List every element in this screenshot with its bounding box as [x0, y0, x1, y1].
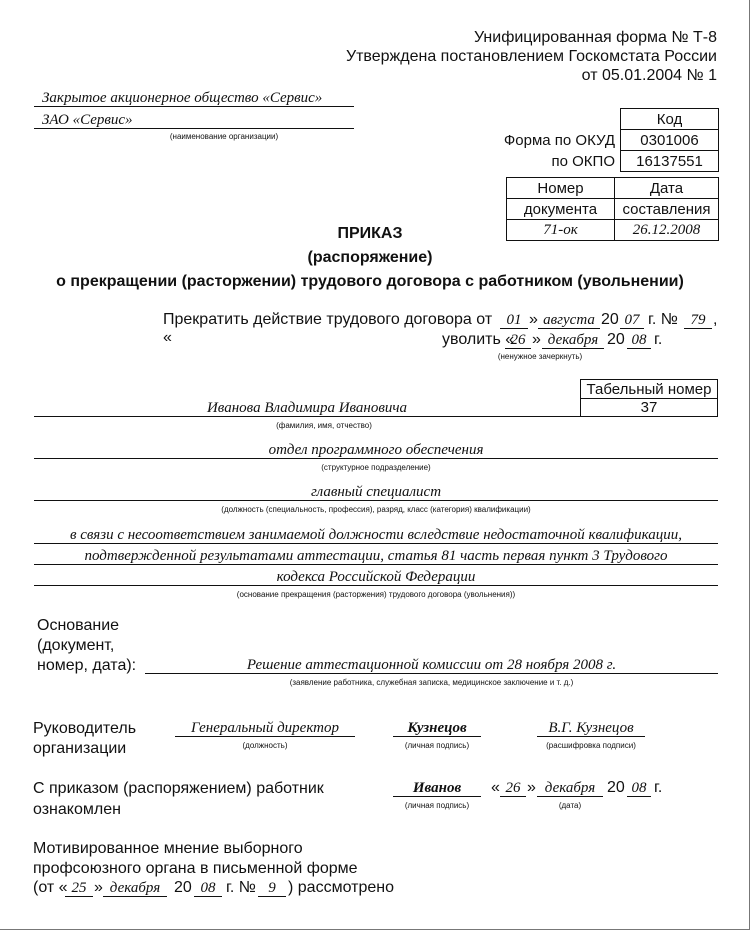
kod-header: Код — [621, 109, 719, 130]
contract-day: 01 — [500, 312, 528, 329]
reason-line-3: кодекса Российской Федерации — [34, 569, 718, 586]
reason-line-2: подтвержденной результатами аттестации, статья 81 часть первая пункт 3 Трудового — [34, 548, 718, 565]
union-suffix: ) рассмотрено — [288, 879, 394, 896]
doc-date-value: 26.12.2008 — [615, 220, 719, 241]
employee-signature: Иванов — [393, 780, 481, 797]
ack-year-g: г. — [654, 779, 663, 796]
head-label-2: организации — [33, 740, 127, 757]
strike-caption: (ненужное зачеркнуть) — [497, 352, 583, 361]
decree-line: от 05.01.2004 № 1 — [581, 67, 717, 84]
form-code-line: Унифицированная форма № Т-8 — [473, 29, 717, 46]
ack-year-prefix: 20 — [607, 779, 625, 796]
reason-line-1: в связи с несоответствием занимаемой должности вследствие недостаточной квалификации, — [34, 527, 718, 544]
order-purpose: о прекращении (расторжении) трудового договора с работником (увольнении) — [56, 273, 684, 290]
order-subtitle: (распоряжение) — [307, 249, 433, 266]
employee-name-caption: (фамилия, имя, отчество) — [276, 421, 372, 430]
head-position-caption: (должность) — [242, 741, 288, 750]
basis-label — [37, 616, 136, 676]
dismiss-year-g: г. — [654, 331, 663, 348]
okud-value: 0301006 — [621, 130, 719, 151]
head-position: Генеральный директор — [175, 720, 355, 737]
basis-label-2: (документ, — [37, 637, 115, 654]
ack-open-quote: « — [491, 779, 500, 796]
okpo-label: по ОКПО — [551, 153, 615, 170]
union-month: декабря — [103, 880, 167, 897]
tab-number-value: 37 — [581, 399, 718, 417]
basis-label-1: Основание — [37, 617, 120, 634]
org-full-name: Закрытое акционерное общество «Сервис» — [34, 90, 354, 107]
doc-number-header-2: документа — [507, 199, 615, 220]
terminate-comma: , — [713, 311, 718, 328]
doc-date-header-2: составления — [615, 199, 719, 220]
employee-department: отдел программного обеспечения — [34, 442, 718, 459]
reason-caption: (основание прекращения (расторжения) трудового договора (увольнения)) — [236, 590, 516, 599]
order-title: ПРИКАЗ — [337, 225, 403, 242]
contract-number-label: г. № — [648, 311, 678, 328]
okud-label: Форма по ОКУД — [503, 132, 615, 149]
contract-year-prefix: 20 — [601, 311, 619, 328]
terminate-prefix: Прекратить действие трудового договора от « — [163, 311, 493, 346]
head-decoding-caption: (расшифровка подписи) — [546, 741, 636, 750]
ack-month: декабря — [537, 780, 603, 797]
union-line-2: профсоюзного органа в письменной форме — [33, 860, 358, 877]
employee-signature-caption: (личная подпись) — [404, 801, 470, 810]
acquainted-label — [33, 778, 324, 820]
dismiss-prefix: уволить « — [442, 331, 515, 348]
union-year-prefix: 20 — [174, 879, 192, 896]
basis-caption: (заявление работника, служебная записка, медицинское заключение и т. д.) — [289, 678, 574, 687]
org-short-name: ЗАО «Сервис» — [34, 112, 354, 129]
approved-line: Утверждена постановлением Госкомстата России — [345, 48, 717, 65]
union-day-quote: » — [94, 879, 103, 896]
basis-value: Решение аттестационной комиссии от 28 ноября 2008 г. — [145, 657, 718, 674]
head-signature-caption: (личная подпись) — [404, 741, 470, 750]
tab-number-header: Табельный номер — [581, 380, 718, 399]
dismiss-day-quote: » — [532, 331, 541, 348]
ack-day: 26 — [500, 780, 526, 797]
head-decoding: В.Г. Кузнецов — [537, 720, 645, 737]
ack-year: 08 — [627, 780, 651, 797]
doc-number-header-1: Номер — [507, 178, 615, 199]
dismiss-year-prefix: 20 — [607, 331, 625, 348]
basis-label-3: номер, дата): — [37, 657, 137, 674]
contract-number: 79 — [684, 312, 712, 329]
ack-date-caption: (дата) — [558, 801, 582, 810]
union-year: 08 — [194, 880, 222, 897]
union-number-label: г. № — [226, 879, 256, 896]
contract-day-quote: » — [529, 311, 538, 328]
contract-month: августа — [538, 312, 600, 329]
department-caption: (структурное подразделение) — [321, 463, 431, 472]
union-line-1: Мотивированное мнение выборного — [33, 840, 303, 857]
doc-number-value: 71-ок — [507, 220, 615, 241]
union-label — [33, 839, 358, 879]
union-day: 25 — [65, 880, 93, 897]
doc-date-header-1: Дата — [615, 178, 719, 199]
employee-name: Ивановa Владимира Ивановича — [34, 400, 580, 417]
form-header — [297, 28, 717, 85]
ack-close-quote: » — [527, 779, 536, 796]
head-label — [33, 719, 136, 759]
head-label-1: Руководитель — [33, 720, 137, 737]
okpo-value: 16137551 — [621, 151, 719, 172]
acquainted-label-1: С приказом (распоряжением) работник — [33, 780, 324, 797]
position-caption: (должность (специальность, профессия), разряд, класс (категория) квалификации) — [221, 505, 531, 514]
dismiss-year: 08 — [627, 332, 651, 349]
dismiss-month: декабря — [542, 332, 604, 349]
doc-number-table — [506, 177, 719, 241]
acquainted-label-2: ознакомлен — [33, 801, 121, 818]
codes-table — [620, 108, 719, 172]
union-prefix: (от « — [33, 879, 68, 896]
head-signature: Кузнецов — [393, 720, 481, 737]
union-number: 9 — [258, 880, 286, 897]
dismiss-day: 26 — [505, 332, 531, 349]
tab-number-table — [580, 379, 718, 417]
contract-year: 07 — [620, 312, 644, 329]
org-caption: (наименование организации) — [169, 132, 279, 141]
employee-position: главный специалист — [34, 484, 718, 501]
